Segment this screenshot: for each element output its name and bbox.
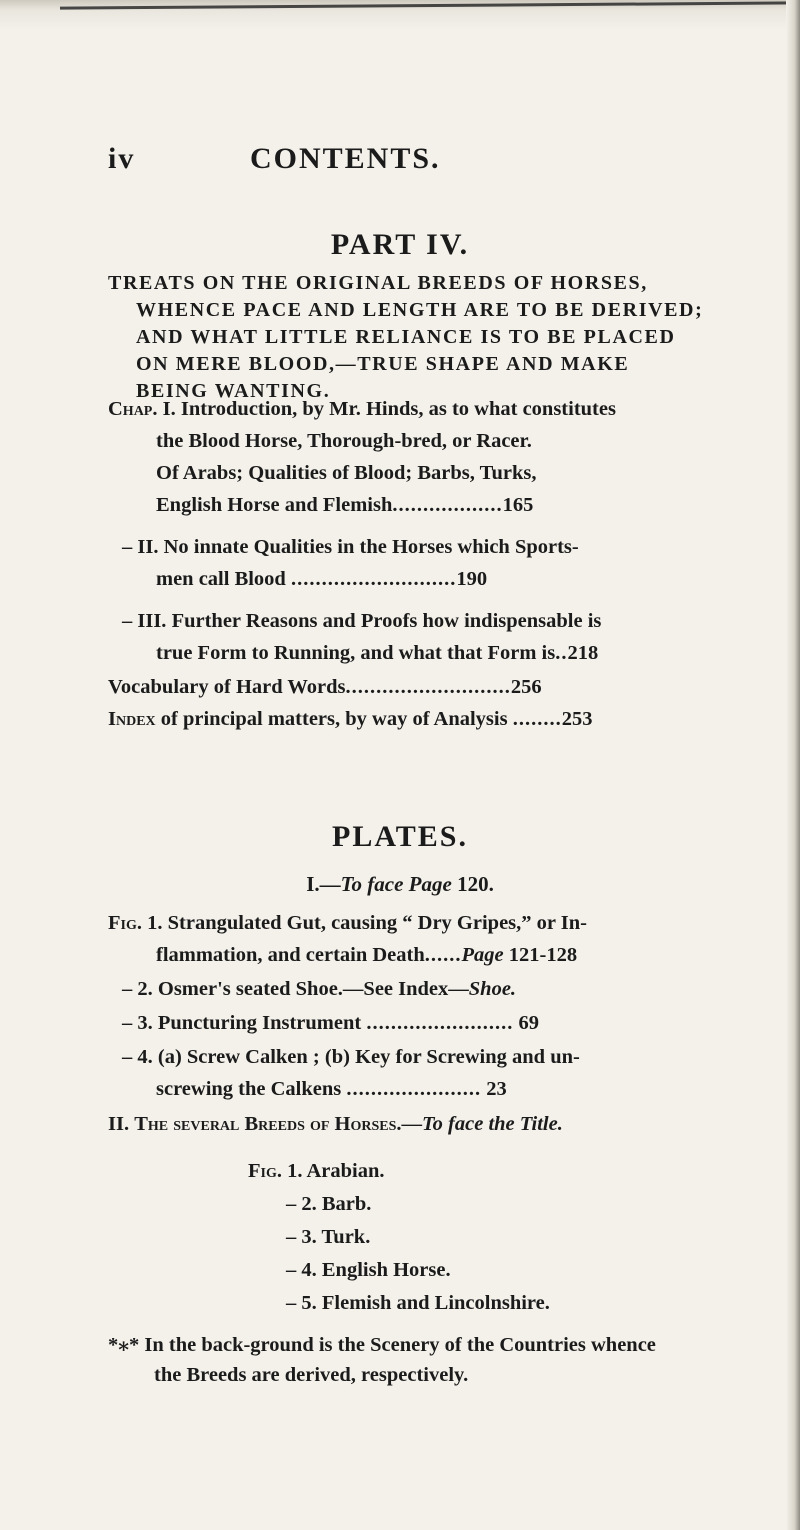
toc-entry-vocabulary	[108, 676, 768, 708]
note-line	[108, 1332, 778, 1364]
note-text: In the back-ground is the Scenery of the Countries whence	[144, 1334, 656, 1356]
plate-numeral: II.	[108, 1113, 130, 1135]
part-title: PART IV.	[330, 228, 470, 261]
figure-line: (a) Screw Calken ; (b) Key for Screwing and un-	[157, 1046, 580, 1068]
part-description	[108, 270, 778, 405]
plate-page: 120.	[457, 872, 494, 896]
figure-entry	[286, 1259, 706, 1291]
figure-line-row	[156, 1078, 768, 1110]
plate-numeral: I.—	[306, 872, 341, 896]
page-ref: 165	[502, 494, 534, 516]
figure-entry	[122, 978, 768, 1010]
figure-entry	[248, 1160, 668, 1192]
part-description-line: AND WHAT LITTLE RELIANCE IS TO BE PLACED	[136, 326, 676, 348]
running-title: CONTENTS.	[250, 142, 441, 175]
plate-caption: To face the Title.	[422, 1113, 563, 1135]
page-ref: 256	[510, 676, 542, 698]
chapter-line: true Form to Running, and what that Form is	[156, 642, 556, 664]
figure-text: English Horse.	[321, 1259, 451, 1281]
part-description-line: WHENCE PACE AND LENGTH ARE TO BE DERIVED;	[136, 299, 704, 321]
figure-label: – 3.	[122, 1012, 153, 1034]
figure-label: – 5.	[286, 1292, 317, 1314]
toc-line	[156, 494, 768, 526]
chapter-line: Introduction, by Mr. Hinds, as to what constitutes	[180, 398, 616, 420]
figure-page-label: Page	[461, 944, 504, 966]
page-ref: 253	[561, 708, 593, 730]
toc-entry-index	[108, 708, 768, 740]
chapter-label: – III.	[122, 610, 167, 632]
toc-line	[156, 642, 768, 674]
chapter-line: Further Reasons and Proofs how indispensable is	[171, 610, 602, 632]
figure-text: Arabian.	[306, 1160, 385, 1182]
dot-leader: ......	[424, 944, 462, 966]
figure-line-row	[156, 944, 768, 976]
figure-line: Osmer's seated Shoe.—See Index—	[157, 978, 469, 1000]
chapter-line: No innate Qualities in the Horses which Sports-	[163, 536, 579, 558]
dot-leader: ..................	[392, 494, 503, 516]
figure-text: Flemish and Lincolnshire.	[321, 1292, 550, 1314]
chapter-label: Chap. I.	[108, 398, 176, 420]
figure-text: Turk.	[321, 1226, 371, 1248]
part-description-line: ON MERE BLOOD,—TRUE SHAPE AND MAKE	[136, 353, 630, 375]
toc-entry	[122, 536, 768, 568]
figure-line: Puncturing Instrument	[157, 1012, 362, 1034]
asterism-icon: *⁎*	[108, 1334, 140, 1356]
figure-entry	[286, 1292, 706, 1324]
toc-entry	[108, 398, 768, 430]
figure-line: Strangulated Gut, causing “ Dry Gripes,” or In-	[167, 912, 587, 934]
part-description-line: TREATS ON THE ORIGINAL BREEDS OF HORSES,	[108, 272, 648, 294]
figure-entry	[122, 1012, 768, 1044]
figure-entry	[122, 1046, 768, 1078]
plate-title: The several Breeds of Horses.—	[134, 1113, 423, 1135]
note-line: the Breeds are derived, respectively.	[154, 1364, 469, 1386]
index-text: of principal matters, by way of Analysis	[160, 708, 508, 730]
page-number: iv	[108, 142, 136, 175]
dot-leader: ..	[555, 642, 568, 664]
figure-line: screwing the Calkens	[156, 1078, 342, 1100]
chapter-label: – II.	[122, 536, 159, 558]
index-label: Index	[108, 708, 156, 730]
chapter-line: English Horse and Flemish	[156, 494, 393, 516]
figure-entry	[286, 1226, 706, 1258]
chapter-line: men call Blood	[156, 568, 286, 590]
plate-1-heading	[0, 872, 800, 897]
dot-leader: ........................	[366, 1012, 514, 1034]
figure-label: Fig. 1.	[108, 912, 163, 934]
figure-label: – 4.	[286, 1259, 317, 1281]
figure-entry	[108, 912, 768, 944]
toc-line: Of Arabs; Qualities of Blood; Barbs, Turks,	[156, 462, 537, 484]
figure-label: – 2.	[122, 978, 153, 1000]
figure-label: – 4.	[122, 1046, 153, 1068]
figure-text: Barb.	[321, 1193, 372, 1215]
dot-leader: ...........................	[290, 568, 457, 590]
page-ref: 69	[518, 1012, 539, 1034]
plates-heading: PLATES.	[332, 820, 468, 853]
part-description-line: BEING WANTING.	[136, 380, 331, 402]
toc-entry	[122, 610, 768, 642]
dot-leader: ...........................	[345, 676, 511, 698]
figure-entry	[286, 1193, 706, 1225]
page-ref: 190	[456, 568, 488, 590]
plate-2-heading-row	[108, 1113, 778, 1145]
page-ref: 23	[486, 1078, 507, 1100]
vocabulary-label: Vocabulary of Hard Words	[108, 676, 346, 698]
figure-label: – 2.	[286, 1193, 317, 1215]
figure-label: Fig. 1.	[248, 1160, 303, 1182]
page-ref: 218	[567, 642, 599, 664]
dot-leader: ........	[512, 708, 562, 730]
dot-leader: ......................	[346, 1078, 482, 1100]
figure-italic: Shoe.	[468, 978, 517, 1000]
figure-line: flammation, and certain Death	[156, 944, 425, 966]
toc-line: the Blood Horse, Thorough-bred, or Racer.	[156, 430, 532, 452]
figure-label: – 3.	[286, 1226, 317, 1248]
plate-caption: To face Page	[340, 872, 452, 896]
toc-line	[156, 568, 768, 600]
page-ref: 121-128	[508, 944, 578, 966]
